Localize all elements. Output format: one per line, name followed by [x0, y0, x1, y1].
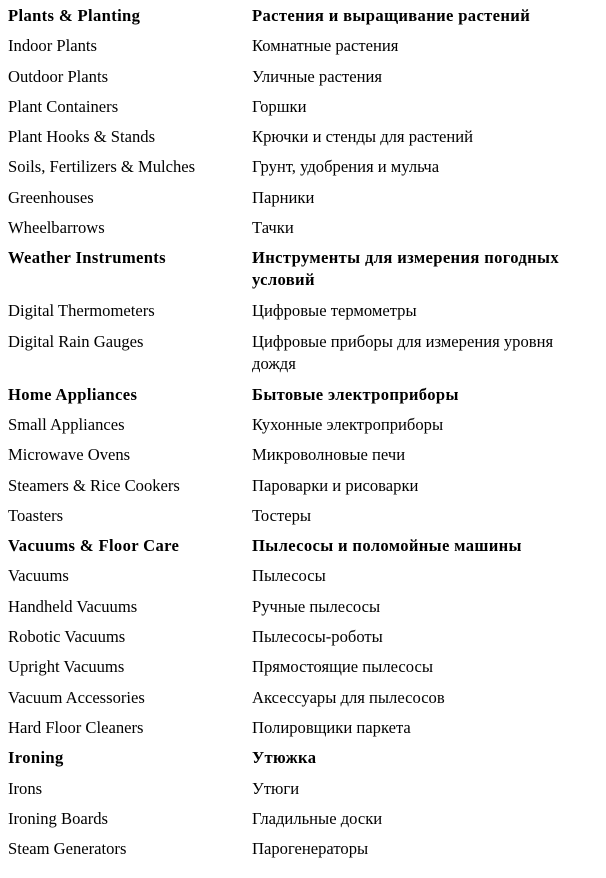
russian-term: Горшки	[252, 96, 307, 116]
russian-term: Тачки	[252, 218, 294, 238]
term-row	[0, 329, 606, 382]
term-row	[0, 776, 606, 806]
english-term: Indoor Plants	[8, 36, 97, 56]
english-term: Upright Vacuums	[8, 657, 125, 677]
russian-term: Растения и выращивание растений	[252, 6, 531, 25]
english-term: Outdoor Plants	[8, 66, 109, 86]
english-term: Steam Generators	[8, 839, 127, 859]
term-row	[0, 215, 606, 245]
russian-term: Микроволновые печи	[252, 445, 406, 465]
english-term: Plant Hooks & Stands	[8, 127, 156, 147]
section-heading-row	[0, 533, 606, 563]
russian-term: Комнатные растения	[252, 36, 399, 56]
english-term: Home Appliances	[8, 384, 138, 404]
english-term: Wheelbarrows	[8, 218, 105, 238]
english-term: Ironing	[8, 748, 64, 768]
term-row	[0, 806, 606, 836]
term-row	[0, 654, 606, 684]
term-row	[0, 94, 606, 124]
russian-term: Гладильные доски	[252, 808, 383, 828]
russian-term: Цифровые термометры	[252, 301, 417, 321]
russian-term: Инструменты для измерения погодных условий	[252, 248, 559, 290]
term-row	[0, 715, 606, 745]
russian-term: Крючки и стенды для растений	[252, 127, 473, 147]
section-heading-row	[0, 245, 606, 298]
russian-term: Пылесосы	[252, 566, 326, 586]
russian-term: Утюжка	[252, 748, 317, 768]
english-term: Greenhouses	[8, 187, 94, 207]
english-term: Small Appliances	[8, 414, 125, 434]
english-term: Irons	[8, 778, 43, 798]
russian-term: Аксессуары для пылесосов	[252, 687, 445, 707]
english-term: Hard Floor Cleaners	[8, 717, 144, 737]
english-term: Plants & Planting	[8, 6, 141, 25]
english-term: Microwave Ovens	[8, 445, 131, 465]
term-row	[0, 563, 606, 593]
term-row	[0, 33, 606, 63]
english-term: Weather Instruments	[8, 248, 166, 268]
russian-term: Кухонные электроприборы	[252, 414, 444, 434]
russian-term: Утюги	[252, 778, 300, 798]
russian-term: Бытовые электроприборы	[252, 384, 459, 404]
english-term: Vacuums	[8, 566, 69, 586]
russian-term: Уличные растения	[252, 66, 382, 86]
english-term: Steamers & Rice Cookers	[8, 475, 180, 495]
english-term: Vacuums & Floor Care	[8, 536, 180, 556]
russian-term: Пылесосы и поломойные машины	[252, 536, 522, 556]
russian-term: Парники	[252, 187, 315, 207]
term-row	[0, 124, 606, 154]
section-heading-row	[0, 745, 606, 775]
term-row	[0, 64, 606, 94]
section-heading-row	[0, 382, 606, 412]
english-term: Toasters	[8, 505, 64, 525]
term-row	[0, 836, 606, 866]
russian-term: Грунт, удобрения и мульча	[252, 157, 440, 177]
section-heading-row	[0, 3, 606, 33]
russian-term: Полировщики паркета	[252, 717, 411, 737]
english-term: Plant Containers	[8, 96, 119, 116]
english-term: Soils, Fertilizers & Mulches	[8, 157, 196, 177]
russian-term: Парогенераторы	[252, 839, 369, 859]
term-row	[0, 685, 606, 715]
english-term: Vacuum Accessories	[8, 687, 145, 707]
term-row	[0, 412, 606, 442]
term-row	[0, 473, 606, 503]
russian-term: Цифровые приборы для измерения уровня дождя	[252, 331, 554, 373]
term-row	[0, 503, 606, 533]
term-row	[0, 442, 606, 472]
russian-term: Пароварки и рисоварки	[252, 475, 419, 495]
term-row	[0, 154, 606, 184]
term-row	[0, 594, 606, 624]
english-term: Digital Rain Gauges	[8, 331, 144, 351]
russian-term: Прямостоящие пылесосы	[252, 657, 433, 677]
english-term: Robotic Vacuums	[8, 627, 126, 647]
english-term: Handheld Vacuums	[8, 596, 138, 616]
english-term: Ironing Boards	[8, 808, 109, 828]
english-term: Digital Thermometers	[8, 301, 155, 321]
russian-term: Тостеры	[252, 505, 312, 525]
russian-term: Пылесосы-роботы	[252, 627, 383, 647]
russian-term: Ручные пылесосы	[252, 596, 381, 616]
term-row	[0, 185, 606, 215]
term-row	[0, 624, 606, 654]
term-row	[0, 298, 606, 328]
